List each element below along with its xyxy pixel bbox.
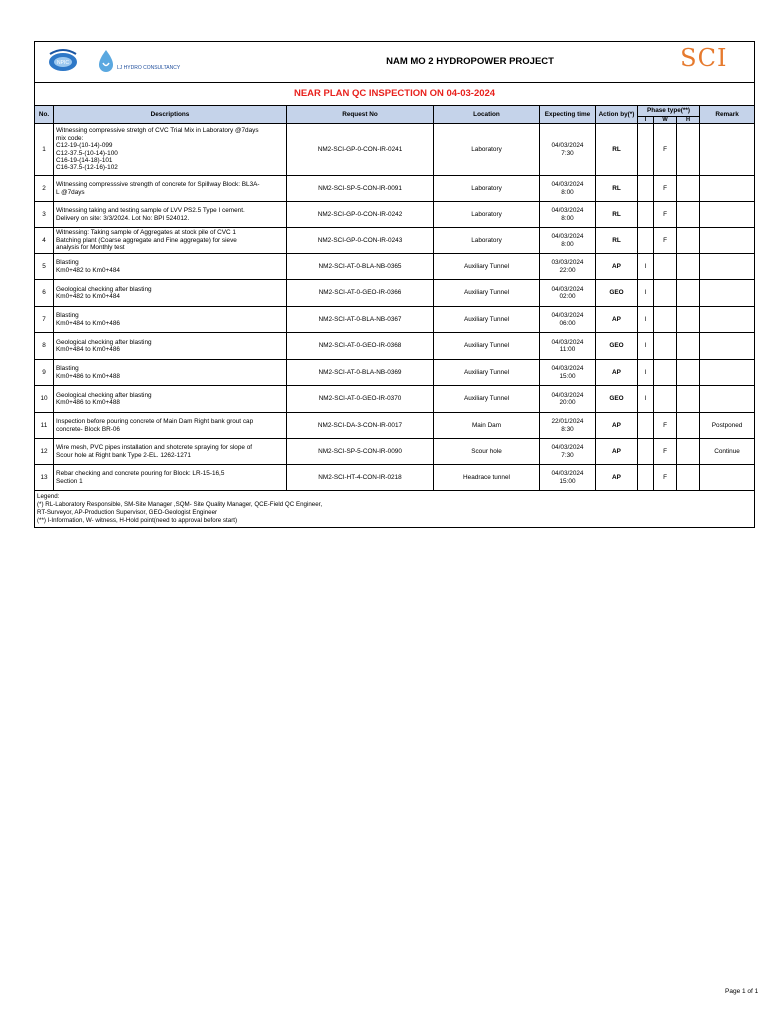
row-request-no: NM2-SCI-SP-5-CON-IR-0091 xyxy=(287,176,434,202)
description-line: Scour hole at Right bank Type 2-EL. 1262-1271 xyxy=(56,451,191,459)
col-phase-type: Phase type(**) xyxy=(638,106,700,117)
row-time: 7:30 xyxy=(561,149,574,157)
table-body xyxy=(35,124,755,491)
row-time: 20:00 xyxy=(559,399,576,406)
description-line: Batching plant (Coarse aggregate and Fine aggregate) for sieve xyxy=(56,236,237,244)
row-phase-i xyxy=(638,439,654,465)
row-phase-w: F xyxy=(654,124,677,176)
table-row xyxy=(35,386,755,413)
row-date: 04/03/2024 xyxy=(551,142,584,150)
col-phase-h: H xyxy=(677,117,700,124)
description-line: C12-37.5-(10-14)-100 xyxy=(56,149,118,157)
row-date: 04/03/2024 xyxy=(551,233,584,241)
row-description xyxy=(54,254,287,280)
row-description xyxy=(54,280,287,307)
description-line: mix code: xyxy=(56,134,84,142)
row-remark xyxy=(700,465,755,491)
description-line: Blasting xyxy=(56,312,79,320)
table-row xyxy=(35,124,755,176)
row-phase-i: I xyxy=(638,333,654,360)
row-description xyxy=(54,228,287,254)
row-date: 04/03/2024 xyxy=(551,181,584,189)
row-date: 04/03/2024 xyxy=(551,391,584,399)
table-row xyxy=(35,413,755,439)
row-action-by: RL xyxy=(596,202,638,228)
project-title: NAM MO 2 HYDROPOWER PROJECT xyxy=(287,42,654,83)
row-action-by: GEO xyxy=(596,386,638,413)
row-action-by: AP xyxy=(596,439,638,465)
description-line: L @7days xyxy=(56,188,85,196)
row-request-no: NM2-SCI-HT-4-CON-IR-0218 xyxy=(287,465,434,491)
description-line: Delivery on site: 3/3/2024. Lot No: BPI 524012. xyxy=(56,214,190,222)
row-phase-w: F xyxy=(654,465,677,491)
row-remark xyxy=(700,386,755,413)
row-remark xyxy=(700,202,755,228)
col-phase-i: I xyxy=(638,117,654,124)
row-no: 1 xyxy=(35,124,54,176)
table-row xyxy=(35,202,755,228)
row-action-by: RL xyxy=(596,124,638,176)
row-expecting-time xyxy=(540,228,596,254)
legend-cell xyxy=(35,491,755,528)
description-line: concrete- Block BR-06 xyxy=(56,425,120,433)
row-time: 8:00 xyxy=(561,188,574,196)
row-description xyxy=(54,439,287,465)
row-phase-w: F xyxy=(654,413,677,439)
legend-line-1: (*) RL-Laboratory Responsible, SM-Site Manager ,SQM- Site Quality Manager, QCE-Field QC Engineer, xyxy=(37,501,323,508)
row-remark xyxy=(700,307,755,333)
row-description xyxy=(54,307,287,333)
legend-title: Legend: xyxy=(37,493,60,500)
row-phase-i: I xyxy=(638,280,654,307)
row-date: 22/01/2024 xyxy=(551,418,584,426)
row-expecting-time xyxy=(540,465,596,491)
row-action-by: AP xyxy=(596,254,638,280)
col-no: No. xyxy=(35,106,54,124)
row-location: Auxiliary Tunnel xyxy=(434,254,540,280)
row-no: 12 xyxy=(35,439,54,465)
row-phase-i: I xyxy=(638,307,654,333)
description-line: Inspection before pouring concrete of Main Dam Right bank grout cap xyxy=(56,418,254,426)
description-line: Blasting xyxy=(56,259,79,267)
row-expecting-time xyxy=(540,254,596,280)
row-phase-w: F xyxy=(654,439,677,465)
npic-logo-icon xyxy=(46,48,80,76)
row-date: 04/03/2024 xyxy=(551,444,584,452)
row-time: 8:00 xyxy=(561,214,574,222)
inspection-table xyxy=(34,41,755,528)
row-phase-i xyxy=(638,124,654,176)
row-phase-h xyxy=(677,124,700,176)
row-phase-i: I xyxy=(638,360,654,386)
col-descriptions: Descriptions xyxy=(54,106,287,124)
row-phase-h xyxy=(677,386,700,413)
row-location: Auxiliary Tunnel xyxy=(434,333,540,360)
row-expecting-time xyxy=(540,413,596,439)
legend-row xyxy=(35,491,755,528)
row-phase-h xyxy=(677,228,700,254)
col-phase-w: W xyxy=(654,117,677,124)
row-description xyxy=(54,202,287,228)
description-line: Km0+482 to Km0+484 xyxy=(56,293,120,300)
table-row xyxy=(35,360,755,386)
row-remark xyxy=(700,360,755,386)
row-action-by: AP xyxy=(596,465,638,491)
row-request-no: NM2-SCI-GP-0-CON-IR-0241 xyxy=(287,124,434,176)
row-phase-w: F xyxy=(654,176,677,202)
row-phase-h xyxy=(677,333,700,360)
description-line: Witnessing taking and testing sample of LVV PS2.5 Type I cement. xyxy=(56,207,245,215)
row-time: 7:30 xyxy=(561,451,574,459)
lj-hydro-logo-text: LJ HYDRO CONSULTANCY xyxy=(117,65,181,71)
row-action-by: AP xyxy=(596,413,638,439)
row-time: 11:00 xyxy=(559,346,576,353)
row-no: 9 xyxy=(35,360,54,386)
row-expecting-time xyxy=(540,202,596,228)
row-phase-h xyxy=(677,439,700,465)
row-expecting-time xyxy=(540,360,596,386)
row-time: 8:30 xyxy=(561,425,574,433)
description-line: Witnessing compressive stretgh of CVC Trial Mix in Laboratory @7days xyxy=(56,127,259,135)
col-location: Location xyxy=(434,106,540,124)
col-expecting-time: Expecting time xyxy=(540,106,596,124)
row-phase-w xyxy=(654,307,677,333)
description-line: C16-37.5-(12-16)-102 xyxy=(56,164,118,172)
row-time: 15:00 xyxy=(559,477,576,485)
description-line: Geological checking after blasting xyxy=(56,285,152,293)
row-remark xyxy=(700,176,755,202)
row-location: Auxiliary Tunnel xyxy=(434,360,540,386)
row-action-by: AP xyxy=(596,360,638,386)
row-date: 04/03/2024 xyxy=(551,207,584,215)
sci-logo xyxy=(654,42,755,83)
row-remark: Postponed xyxy=(700,413,755,439)
row-phase-w xyxy=(654,386,677,413)
row-no: 2 xyxy=(35,176,54,202)
row-phase-w xyxy=(654,280,677,307)
row-phase-h xyxy=(677,413,700,439)
row-action-by: AP xyxy=(596,307,638,333)
column-header-row xyxy=(35,106,755,117)
row-date: 03/03/2024 xyxy=(551,259,584,267)
row-expecting-time xyxy=(540,307,596,333)
row-description xyxy=(54,124,287,176)
table-row xyxy=(35,228,755,254)
row-location: Headrace tunnel xyxy=(434,465,540,491)
row-phase-h xyxy=(677,176,700,202)
row-action-by: RL xyxy=(596,176,638,202)
row-remark xyxy=(700,254,755,280)
row-phase-h xyxy=(677,465,700,491)
row-time: 8:00 xyxy=(561,240,574,248)
description-line: Geological checking after blasting xyxy=(56,338,152,346)
row-expecting-time xyxy=(540,280,596,307)
row-no: 6 xyxy=(35,280,54,307)
row-request-no: NM2-SCI-DA-3-CON-IR-0017 xyxy=(287,413,434,439)
row-description xyxy=(54,176,287,202)
subtitle-row xyxy=(35,83,755,106)
inspection-title: NEAR PLAN QC INSPECTION ON 04-03-2024 xyxy=(35,83,755,106)
row-date: 04/03/2024 xyxy=(551,285,584,293)
description-line: Witnessing: Taking sample of Aggregates at stock pile of CVC 1 xyxy=(56,229,236,237)
row-phase-w: F xyxy=(654,228,677,254)
row-phase-i: I xyxy=(638,386,654,413)
row-location: Main Dam xyxy=(434,413,540,439)
table-row xyxy=(35,333,755,360)
row-phase-i xyxy=(638,228,654,254)
row-no: 7 xyxy=(35,307,54,333)
description-line: Wire mesh, PVC pipes installation and shotcrete spraying for slope of xyxy=(56,444,253,452)
row-date: 04/03/2024 xyxy=(551,338,584,346)
row-expecting-time xyxy=(540,176,596,202)
description-line: analysis for Monthly test xyxy=(56,244,125,252)
row-no: 5 xyxy=(35,254,54,280)
row-description xyxy=(54,333,287,360)
row-phase-i xyxy=(638,465,654,491)
row-description xyxy=(54,465,287,491)
row-action-by: RL xyxy=(596,228,638,254)
table-row xyxy=(35,254,755,280)
legend-line-3: (**) I-Information, W- witness, H-Hold point(need to approval before start) xyxy=(37,517,238,524)
row-request-no: NM2-SCI-GP-0-CON-IR-0243 xyxy=(287,228,434,254)
row-time: 02:00 xyxy=(559,293,576,300)
col-action-by: Action by(*) xyxy=(596,106,638,124)
row-request-no: NM2-SCI-AT-0-GEO-IR-0370 xyxy=(287,386,434,413)
description-line: Km0+484 to Km0+486 xyxy=(56,346,120,353)
row-request-no: NM2-SCI-AT-0-GEO-IR-0366 xyxy=(287,280,434,307)
row-request-no: NM2-SCI-GP-0-CON-IR-0242 xyxy=(287,202,434,228)
row-remark xyxy=(700,280,755,307)
row-remark xyxy=(700,333,755,360)
row-no: 8 xyxy=(35,333,54,360)
row-location: Auxiliary Tunnel xyxy=(434,280,540,307)
description-line: Km0+482 to Km0+484 xyxy=(56,266,120,274)
row-description xyxy=(54,386,287,413)
row-request-no: NM2-SCI-AT-0-BLA-NB-0365 xyxy=(287,254,434,280)
table-row xyxy=(35,439,755,465)
row-phase-i: I xyxy=(638,254,654,280)
row-no: 3 xyxy=(35,202,54,228)
row-location: Scour hole xyxy=(434,439,540,465)
row-description xyxy=(54,360,287,386)
table-row xyxy=(35,176,755,202)
row-location: Auxiliary Tunnel xyxy=(434,386,540,413)
row-request-no: NM2-SCI-AT-0-GEO-IR-0368 xyxy=(287,333,434,360)
row-time: 06:00 xyxy=(559,319,576,327)
description-line: C12-19-(10-14)-099 xyxy=(56,142,113,150)
row-date: 04/03/2024 xyxy=(551,365,584,373)
description-line: Km0+486 to Km0+488 xyxy=(56,372,120,380)
row-request-no: NM2-SCI-AT-0-BLA-NB-0369 xyxy=(287,360,434,386)
col-remark: Remark xyxy=(700,106,755,124)
row-expecting-time xyxy=(540,124,596,176)
row-location: Laboratory xyxy=(434,202,540,228)
row-time: 22:00 xyxy=(559,266,576,274)
row-phase-i xyxy=(638,202,654,228)
row-expecting-time xyxy=(540,333,596,360)
svg-text:NPIC: NPIC xyxy=(57,60,69,66)
row-phase-h xyxy=(677,202,700,228)
row-description xyxy=(54,413,287,439)
row-phase-w xyxy=(654,360,677,386)
description-line: Section 1 xyxy=(56,477,83,485)
table-row xyxy=(35,280,755,307)
row-no: 4 xyxy=(35,228,54,254)
row-phase-h xyxy=(677,280,700,307)
row-action-by: GEO xyxy=(596,280,638,307)
row-date: 04/03/2024 xyxy=(551,312,584,320)
row-remark xyxy=(700,124,755,176)
row-action-by: GEO xyxy=(596,333,638,360)
row-phase-i xyxy=(638,413,654,439)
description-line: Blasting xyxy=(56,365,79,373)
lj-hydro-logo-icon xyxy=(95,48,117,76)
description-line: Rebar checking and concrete pouring for Block: LR-15-16,5 xyxy=(56,470,225,478)
row-request-no: NM2-SCI-SP-5-CON-IR-0090 xyxy=(287,439,434,465)
row-phase-w: F xyxy=(654,202,677,228)
description-line: Km0+484 to Km0+486 xyxy=(56,319,120,327)
legend-line-2: RT-Surveyor, AP-Production Supervisor, GEO-Geologist Engineer xyxy=(37,509,218,516)
description-line: C16-19-(14-18)-101 xyxy=(56,156,113,164)
description-line: Geological checking after blasting xyxy=(56,391,152,399)
row-time: 15:00 xyxy=(559,372,576,380)
row-request-no: NM2-SCI-AT-0-BLA-NB-0367 xyxy=(287,307,434,333)
row-location: Laboratory xyxy=(434,176,540,202)
row-phase-h xyxy=(677,254,700,280)
row-expecting-time xyxy=(540,386,596,413)
description-line: Witnessing compresssive strength of concrete for Spillway Block: BL3A- xyxy=(56,181,260,189)
row-expecting-time xyxy=(540,439,596,465)
table-row xyxy=(35,307,755,333)
row-remark: Continue xyxy=(700,439,755,465)
row-no: 11 xyxy=(35,413,54,439)
row-location: Auxiliary Tunnel xyxy=(434,307,540,333)
row-date: 04/03/2024 xyxy=(551,470,584,478)
logos-cell xyxy=(35,42,287,83)
row-no: 13 xyxy=(35,465,54,491)
row-phase-h xyxy=(677,307,700,333)
sci-logo-text: SCI xyxy=(680,44,728,73)
col-request-no: Request No xyxy=(287,106,434,124)
inspection-sheet xyxy=(34,41,754,528)
row-phase-i xyxy=(638,176,654,202)
row-location: Laboratory xyxy=(434,228,540,254)
row-no: 10 xyxy=(35,386,54,413)
table-row xyxy=(35,465,755,491)
row-location: Laboratory xyxy=(434,124,540,176)
page-number: Page 1 of 1 xyxy=(725,988,759,995)
description-line: Km0+486 to Km0+488 xyxy=(56,399,120,406)
header-row xyxy=(35,42,755,83)
row-phase-w xyxy=(654,254,677,280)
row-phase-w xyxy=(654,333,677,360)
row-phase-h xyxy=(677,360,700,386)
row-remark xyxy=(700,228,755,254)
